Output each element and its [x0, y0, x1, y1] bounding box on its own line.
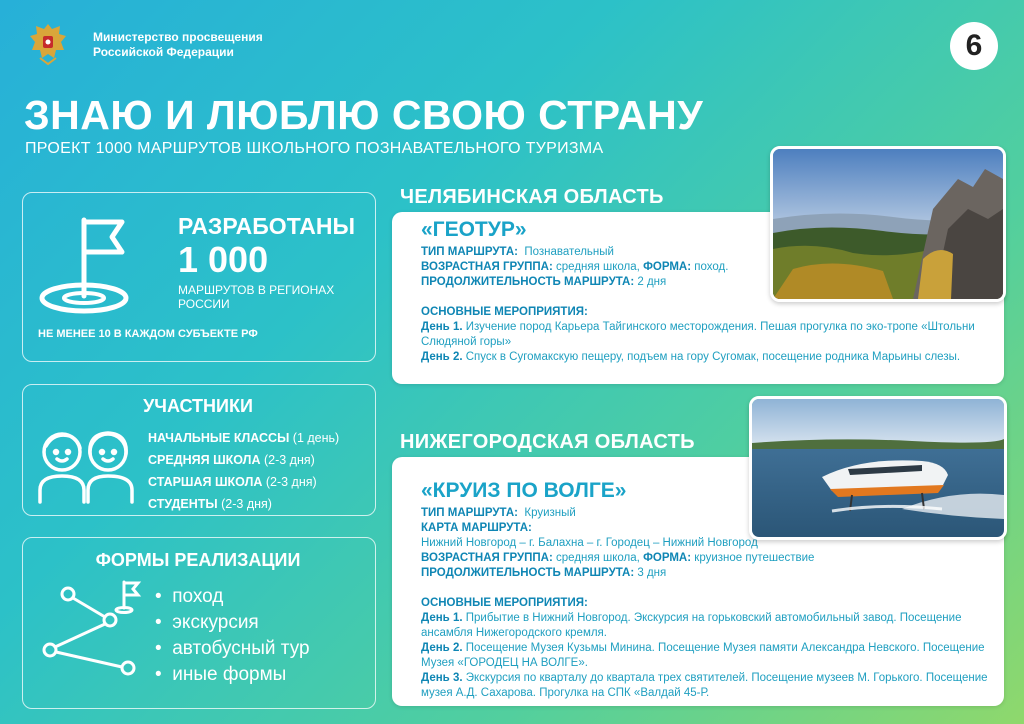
route-events-label: ОСНОВНЫЕ МЕРОПРИЯТИЯ:	[421, 597, 588, 609]
developed-note: НЕ МЕНЕЕ 10 В КАЖДОМ СУБЪЕКТЕ РФ	[38, 328, 258, 340]
route-type-value: Круизный	[524, 507, 576, 519]
route-day-1	[421, 320, 988, 350]
route-map-icon	[38, 580, 142, 676]
route-form-value: поход.	[694, 261, 729, 273]
route-duration-value: 3 дня	[637, 567, 667, 579]
form-item: • поход	[155, 586, 224, 607]
form-item: • автобусный тур	[155, 638, 310, 659]
day-text: Изучение пород Карьера Тайгинского месторождения. Пешая прогулка по эко-тропе «Штольни Слюдяной горы»	[421, 321, 975, 348]
day-label: День 2.	[421, 351, 463, 363]
participant-duration: (2-3 дня)	[221, 497, 272, 511]
route-map-label: КАРТА МАРШРУТА:	[421, 522, 532, 534]
children-icon	[34, 424, 138, 504]
region-chelyabinsk: ЧЕЛЯБИНСКАЯ ОБЛАСТЬ	[400, 186, 664, 208]
developed-description: МАРШРУТОВ В РЕГИОНАХ РОССИИ	[178, 283, 335, 311]
route-events-label: ОСНОВНЫЕ МЕРОПРИЯТИЯ:	[421, 306, 588, 318]
page-title: ЗНАЮ И ЛЮБЛЮ СВОЮ СТРАНУ	[24, 92, 704, 138]
photo-mountain	[770, 146, 1006, 302]
route-map-value: Нижний Новгород – г. Балахна – г. Городец – Нижний Новгород	[421, 537, 758, 549]
route-form-label: ФОРМА:	[643, 552, 692, 564]
form-item: • экскурсия	[155, 612, 259, 633]
developed-number: 1 000	[178, 239, 269, 280]
route-duration-value: 2 дня	[637, 276, 667, 288]
route-duration-label: ПРОДОЛЖИТЕЛЬНОСТЬ МАРШРУТА:	[421, 276, 635, 288]
form-item-label: поход	[172, 586, 224, 607]
participant-item	[148, 471, 339, 493]
route-age-label: ВОЗРАСТНАЯ ГРУППА:	[421, 552, 553, 564]
participant-label: СТУДЕНТЫ	[148, 497, 218, 511]
ministry-line-1: Министерство просвещения	[93, 30, 263, 44]
day-label: День 1.	[421, 321, 463, 333]
developed-heading: РАЗРАБОТАНЫ	[178, 213, 356, 239]
participant-item	[148, 427, 339, 449]
forms-list	[155, 584, 310, 688]
day-text: Посещение Музея Кузьмы Минина. Посещение Музея памяти Александра Невского. Посещение Музея «ГОРОДЕЦ НА ВОЛГЕ».	[421, 642, 985, 669]
route-age-value: средняя школа,	[556, 261, 640, 273]
route-name: «ГЕОТУР»	[421, 218, 527, 241]
route-day-2	[421, 641, 988, 671]
route-age	[421, 551, 988, 566]
form-item-label: иные формы	[172, 664, 287, 685]
day-label: День 3.	[421, 672, 463, 684]
route-form-value: круизное путешествие	[694, 552, 815, 564]
participant-duration: (2-3 дня)	[265, 475, 317, 489]
day-label: День 2.	[421, 642, 463, 654]
route-type-label: ТИП МАРШРУТА:	[421, 246, 518, 258]
day-text: Экскурсия по кварталу до квартала трех святителей. Посещение музеев М. Горького. Посещение музея А.Д. Сахарова. Прогулка на СПК «Валдай 45-Р.	[421, 672, 988, 699]
page-number: 6	[950, 22, 998, 70]
participants-heading: УЧАСТНИКИ	[143, 396, 253, 416]
ministry-line-2: Российской Федерации	[93, 45, 234, 59]
photo-hydrofoil	[749, 396, 1007, 540]
participant-label: СРЕДНЯЯ ШКОЛА	[148, 453, 261, 467]
participants-list	[148, 427, 339, 515]
region-nizhny-novgorod: НИЖЕГОРОДСКАЯ ОБЛАСТЬ	[400, 431, 695, 453]
route-day-2	[421, 350, 988, 365]
participant-duration: (2-3 дня)	[263, 453, 315, 467]
flag-icon	[36, 210, 146, 320]
coat-of-arms-icon	[26, 20, 70, 66]
day-label: День 1.	[421, 612, 463, 624]
route-type-label: ТИП МАРШРУТА:	[421, 507, 518, 519]
day-text: Прибытие в Нижний Новгород. Экскурсия на горьковский автомобильный завод. Посещение ансамбля Нижегородского кремля.	[421, 612, 962, 639]
route-duration-label: ПРОДОЛЖИТЕЛЬНОСТЬ МАРШРУТА:	[421, 567, 635, 579]
route-day-1	[421, 611, 988, 641]
page-subtitle: ПРОЕКТ 1000 МАРШРУТОВ ШКОЛЬНОГО ПОЗНАВАТЕЛЬНОГО ТУРИЗМА	[25, 140, 604, 157]
route-duration	[421, 566, 988, 581]
forms-heading: ФОРМЫ РЕАЛИЗАЦИИ	[95, 550, 301, 570]
day-text: Спуск в Сугомакскую пещеру, подъем на гору Сугомак, посещение родника Марьины слезы.	[465, 351, 961, 363]
participant-label: НАЧАЛЬНЫЕ КЛАССЫ	[148, 431, 290, 445]
participant-duration: (1 день)	[292, 431, 340, 445]
form-item-label: экскурсия	[172, 612, 259, 633]
participant-item	[148, 493, 339, 515]
route-age-value: средняя школа,	[556, 552, 640, 564]
route-form-label: ФОРМА:	[643, 261, 692, 273]
participant-item	[148, 449, 339, 471]
route-type-value: Познавательный	[524, 246, 614, 258]
route-age-label: ВОЗРАСТНАЯ ГРУППА:	[421, 261, 553, 273]
route-name: «КРУИЗ ПО ВОЛГЕ»	[421, 479, 627, 502]
participant-label: СТАРШАЯ ШКОЛА	[148, 475, 263, 489]
form-item-label: автобусный тур	[172, 638, 310, 659]
ministry-name	[93, 30, 263, 60]
route-day-3	[421, 671, 988, 701]
form-item: • иные формы	[155, 664, 287, 685]
